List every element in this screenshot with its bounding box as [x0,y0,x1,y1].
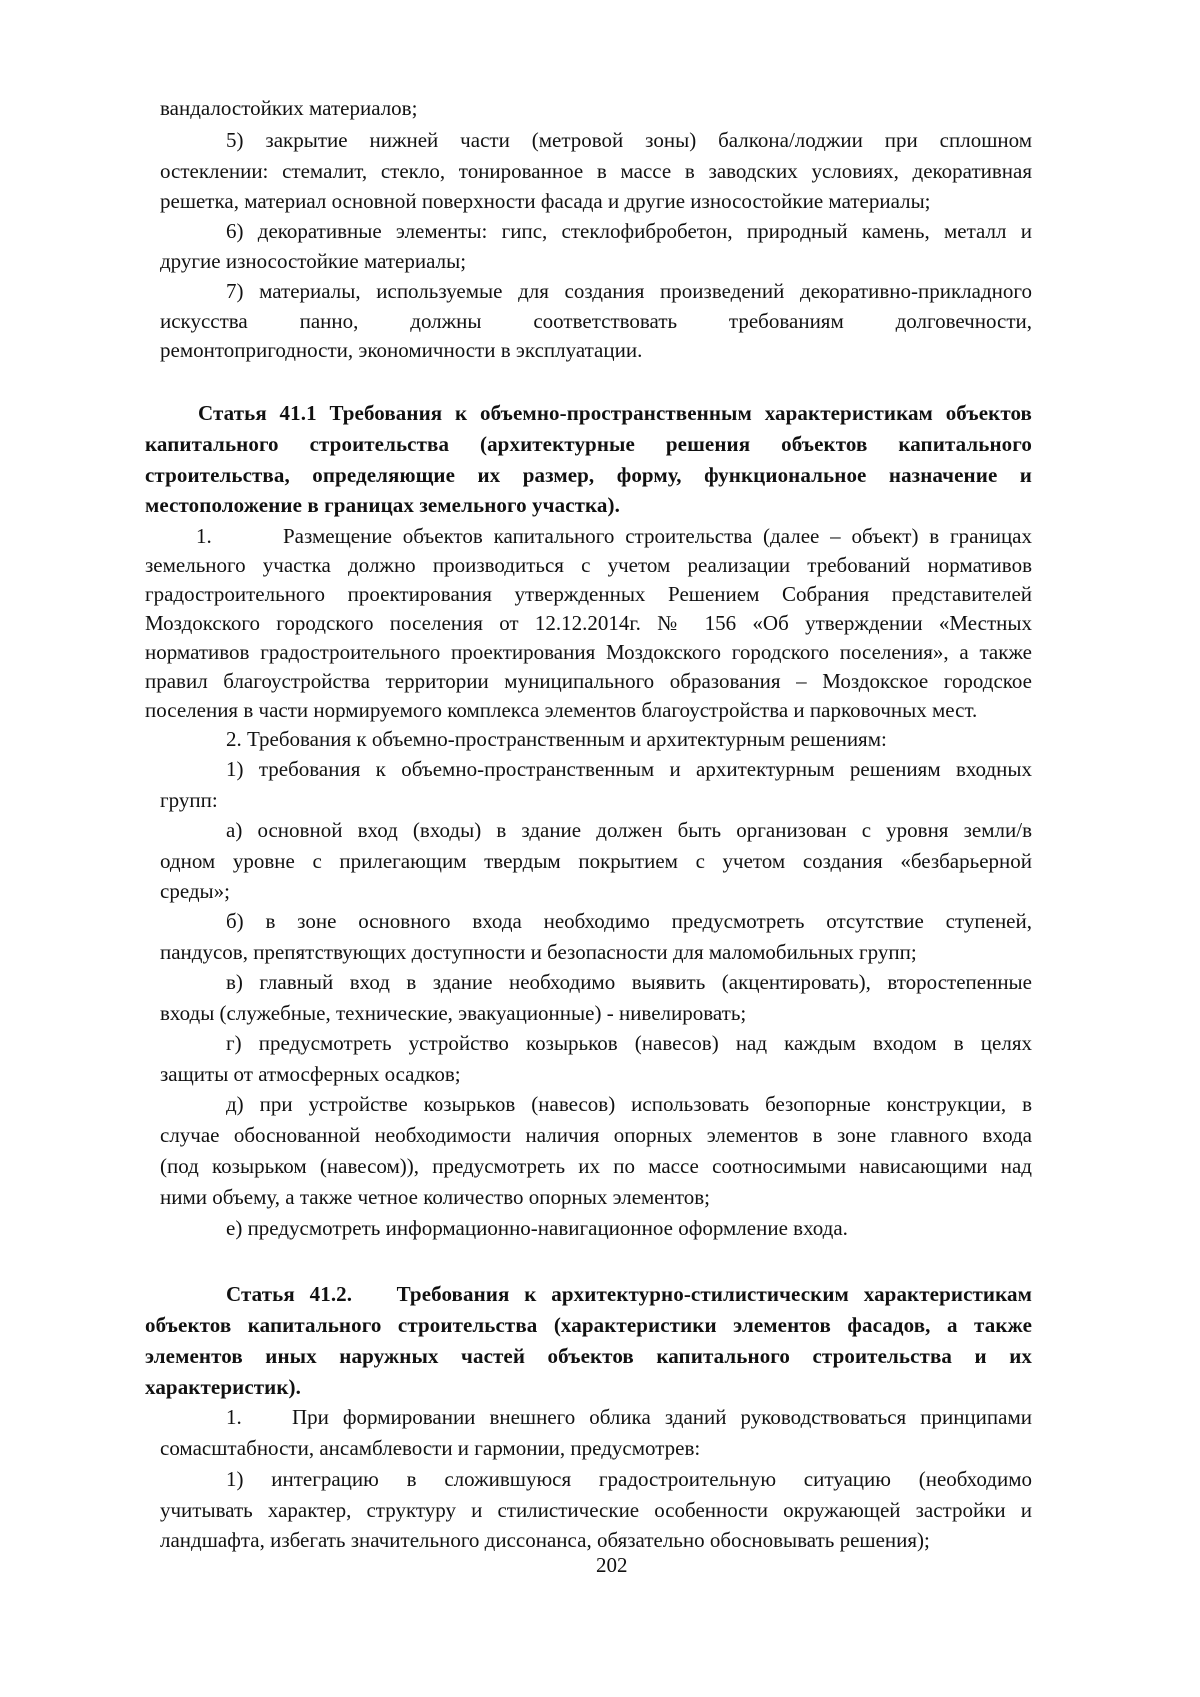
text-line: групп: [160,788,218,812]
text-line: е) предусмотреть информационно-навигационное оформление входа. [226,1216,848,1240]
section-heading: объектов капитального строительства (характеристики элементов фасадов, а также [145,1313,1032,1337]
section-heading: элементов иных наружных частей объектов капитального строительства и их [145,1344,1032,1368]
text-line: градостроительного проектирования утвержденных Решением Собрания представителей [145,582,1032,606]
text-line: (под козырьком (навесом)), предусмотреть их по массе соотносимыми нависающими над [160,1154,1032,1178]
text-line: ремонтопригодности, экономичности в эксплуатации. [160,338,643,362]
text-line: другие износостойкие материалы; [160,249,467,273]
text-line: ними объему, а также четное количество опорных элементов; [160,1185,711,1209]
text-line: 2. Требования к объемно-пространственным и архитектурным решениям: [226,727,887,751]
text-line: земельного участка должно производиться с учетом реализации требований нормативов [145,553,1032,577]
section-heading: строительства, определяющие их размер, форму, функциональное назначение и [145,463,1032,487]
text-line: При формировании внешнего облика зданий руководствоваться принципами [292,1405,1032,1429]
text-line: 1) требования к объемно-пространственным и архитектурным решениям входных [226,757,1032,781]
page-number: 202 [596,1553,628,1577]
text-line: г) предусмотреть устройство козырьков (навесов) над каждым входом в целях [226,1031,1032,1055]
text-line: в) главный вход в здание необходимо выявить (акцентировать), второстепенные [226,970,1032,994]
text-line: случае обоснованной необходимости наличия опорных элементов в зоне главного входа [160,1123,1032,1147]
text-line: учитывать характер, структуру и стилистические особенности окружающей застройки и [160,1498,1032,1522]
text-line: Размещение объектов капитального строительства (далее – объект) в границах [283,524,1032,548]
section-heading: Статья 41.2. Требования к архитектурно-стилистическим характеристикам [226,1282,1032,1306]
text-line: правил благоустройства территории муниципального образования – Моздокское городское [145,669,1032,693]
text-line: д) при устройстве козырьков (навесов) использовать безопорные конструкции, в [226,1092,1032,1116]
list-number: 1. [196,524,212,548]
text-line: поселения в части нормируемого комплекса элементов благоустройства и парковочных мест. [145,698,978,722]
text-line: пандусов, препятствующих доступности и безопасности для маломобильных групп; [160,940,917,964]
text-line: 5) закрытие нижней части (метровой зоны) балкона/лоджии при сплошном [226,128,1032,152]
text-line: Моздокского городского поселения от 12.12.2014г. № 156 «Об утверждении «Местных [145,611,1032,635]
text-line: остеклении: стемалит, стекло, тонированное в массе в заводских условиях, декоративная [160,159,1032,183]
text-line: защиты от атмосферных осадков; [160,1062,461,1086]
text-line: б) в зоне основного входа необходимо предусмотреть отсутствие ступеней, [226,909,1032,933]
section-heading: капитального строительства (архитектурные решения объектов капитального [145,432,1032,456]
text-line: вандалостойких материалов; [160,96,418,120]
text-line: а) основной вход (входы) в здание должен быть организован с уровня земли/в [226,818,1032,842]
text-line: нормативов градостроительного проектирования Моздокского городского поселения», а также [145,640,1032,664]
text-line: 1) интеграцию в сложившуюся градостроительную ситуацию (необходимо [226,1467,1032,1491]
text-line: решетка, материал основной поверхности фасада и другие износостойкие материалы; [160,189,931,213]
section-heading: характеристик). [145,1375,301,1399]
list-number: 1. [226,1405,242,1429]
text-line: ландшафта, избегать значительного диссонанса, обязательно обосновывать решения); [160,1528,930,1552]
text-line: 7) материалы, используемые для создания произведений декоративно-прикладного [226,279,1032,303]
section-heading: местоположение в границах земельного участка). [145,493,620,517]
text-line: 6) декоративные элементы: гипс, стеклофибробетон, природный камень, металл и [226,219,1032,243]
text-line: входы (служебные, технические, эвакуационные) - нивелировать; [160,1001,747,1025]
text-line: сомасштабности, ансамблевости и гармонии, предусмотрев: [160,1436,701,1460]
text-line: среды»; [160,879,230,903]
text-line: одном уровне с прилегающим твердым покрытием с учетом создания «безбарьерной [160,849,1032,873]
section-heading: Статья 41.1 Требования к объемно-пространственным характеристикам объектов [198,401,1032,425]
text-line: искусства панно, должны соответствовать требованиям долговечности, [160,309,1032,333]
